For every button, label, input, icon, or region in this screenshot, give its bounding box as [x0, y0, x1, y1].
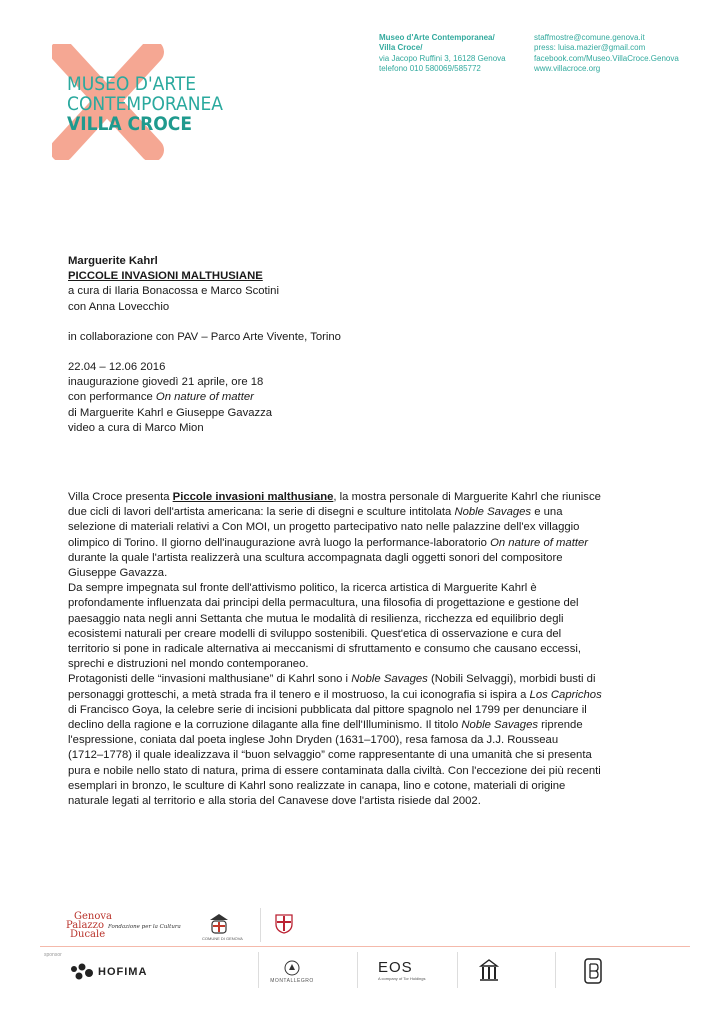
- eos-logo: EOS A company of Tor Holdings: [378, 959, 426, 981]
- dots-icon: [70, 963, 96, 981]
- building-logo: [478, 958, 500, 986]
- body-line: Da sempre impegnata sul fronte dell'attivismo politico, la ricerca artistica di Marguerite Kahrl è: [68, 582, 537, 595]
- exhibition-dates: 22.04 – 12.06 2016: [68, 361, 166, 374]
- website-link[interactable]: www.villacroce.org: [534, 63, 601, 73]
- video-credit: video a cura di Marco Mion: [68, 421, 204, 434]
- museum-name-line-1: Museo d'Arte Contemporanea/: [379, 33, 495, 42]
- contact-links: [534, 33, 679, 74]
- body-line: olimpico di Torino. Il giorno dell'inaugurazione avrà luogo la performance-laboratorio On nature of matter: [68, 536, 589, 549]
- exhibition-info: [68, 254, 341, 436]
- body-line: territorio si pone in radicale alternativa ai meccanismi di sfruttamento e consumo che causano eccessi,: [68, 643, 581, 656]
- body-line: durante la quale l'artista realizzerà una scultura accompagnata dagli oggetti sonori del compositore: [68, 551, 563, 564]
- region-logo: [273, 912, 295, 938]
- sponsor-label: sponsor: [44, 952, 62, 958]
- curators: a cura di Ilaria Bonacossa e Marco Scotini: [68, 285, 279, 298]
- museum-name-line-2: Villa Croce/: [379, 43, 423, 53]
- body-line: pura e nobile nello stato di natura, prima di essere contaminata dalla civiltà. Con l'eccezione dei più recenti: [68, 764, 601, 777]
- divider: [555, 952, 556, 988]
- montallegro-logo: MONTALLEGRO: [270, 960, 314, 988]
- body-line: selezione di materiali relativi a Con MOI, un progetto partecipativo nato nelle palazzine dell'ex villaggio: [68, 521, 580, 534]
- body-line: (1712–1778) il quale idealizzava il “buon selvaggio” come rappresentante di una umanità che si presenta: [68, 749, 592, 762]
- body-line: paesaggio nata negli anni Settanta che mutua le modalità di resilienza, ricchezza ed equilibrio degli: [68, 612, 564, 625]
- exhibition-title: PICCOLE INVASIONI MALTHUSIANE: [68, 270, 263, 283]
- address: via Jacopo Ruffini 3, 16128 Genova: [379, 53, 506, 63]
- divider: [357, 952, 358, 988]
- body-line: sprechi e distruzioni nel mondo contemporaneo.: [68, 658, 309, 671]
- divider: [260, 908, 261, 942]
- phone: telefono 010 580069/585772: [379, 63, 481, 73]
- press-release-body: [68, 490, 602, 809]
- body-line: personaggi grotteschi, a metà strada fra il tenero e il mostruoso, la cui iconografia si ispira a Los Caprichos: [68, 688, 602, 701]
- logo-line-3: VILLA CROCE: [67, 113, 193, 135]
- shield-icon: [273, 912, 295, 934]
- artist-name: Marguerite Kahrl: [68, 255, 158, 267]
- logo-line-2: CONTEMPORANEA: [67, 93, 223, 115]
- logo-line-1: MUSEO D'ARTE: [67, 73, 197, 95]
- monogram-logo: [584, 958, 602, 984]
- press-email-link[interactable]: press: luisa.mazier@gmail.com: [534, 43, 646, 53]
- coat-of-arms-icon: [202, 912, 236, 936]
- contact-address: [379, 33, 506, 74]
- exhibition-title-inline: Piccole invasioni malthusiane: [172, 491, 334, 503]
- performance-line: con performance On nature of matter: [68, 391, 254, 404]
- hofima-logo: HOFIMA: [70, 963, 160, 983]
- body-line: esemplari in bronzo, le sculture di Kahrl sono realizzate in canapa, lino e cotone, materiali di origine: [68, 779, 566, 792]
- comune-genova-logo: COMUNE DI GENOVA: [202, 912, 236, 942]
- body-line: di Francisco Goya, la celebre serie di incisioni pubblicata dal pittore spagnolo nel 1799 per denunciare il: [68, 703, 587, 716]
- body-line: Protagonisti delle “invasioni malthusiane” di Kahrl sono i Noble Savages (Nobili Selvaggi), morbidi busti di: [68, 673, 596, 686]
- opening-info: inaugurazione giovedì 21 aprile, ore 18: [68, 376, 264, 389]
- performance-title: On nature of matter: [155, 391, 254, 404]
- body-line: due cicli di lavori dell'artista americana: la serie di disegni e sculture intitolata Noble Savages e una: [68, 506, 563, 519]
- crest-icon: [284, 960, 300, 976]
- body-line: naturale legati al territorio e alla storia del Canavese dove l'artista risiede dal 2002.: [68, 795, 481, 808]
- curatorial-assistant: con Anna Lovecchio: [68, 300, 170, 313]
- collaboration: in collaborazione con PAV – Parco Arte Vivente, Torino: [68, 330, 341, 343]
- divider: [258, 952, 259, 988]
- email-link[interactable]: staffmostre@comune.genova.it: [534, 33, 645, 42]
- performance-authors: di Marguerite Kahrl e Giuseppe Gavazza: [68, 406, 273, 419]
- body-line: ecosistemi naturali per creare modelli di sviluppo sostenibili. Quest'etica di osservazione e cura del: [68, 627, 562, 640]
- body-line: Giuseppe Gavazza.: [68, 567, 168, 580]
- body-line: declino della ragione e la corruzione dilagante alla fine dell'Illuminismo. Il titolo Noble Savages riprende: [68, 719, 583, 732]
- building-icon: [478, 958, 500, 982]
- body-line: Villa Croce presenta Piccole invasioni malthusiane, la mostra personale di Marguerite Kahrl che riunisce: [68, 491, 601, 503]
- monogram-icon: [584, 958, 602, 984]
- footer-divider: [40, 946, 690, 947]
- facebook-link[interactable]: facebook.com/Museo.VillaCroce.Genova: [534, 53, 679, 63]
- palazzo-ducale-logo: Genova Palazzo Ducale Fondazione per la Cultura: [66, 911, 181, 940]
- museum-logo: [52, 44, 252, 160]
- body-line: l'espressione, coniata dal poeta inglese John Dryden (1631–1700), resa famosa da J.J. Rousseau: [68, 734, 559, 747]
- body-line: profondamente influenzata dai principi della permacultura, una filosofia di progettazione e gestione del: [68, 597, 579, 610]
- divider: [457, 952, 458, 988]
